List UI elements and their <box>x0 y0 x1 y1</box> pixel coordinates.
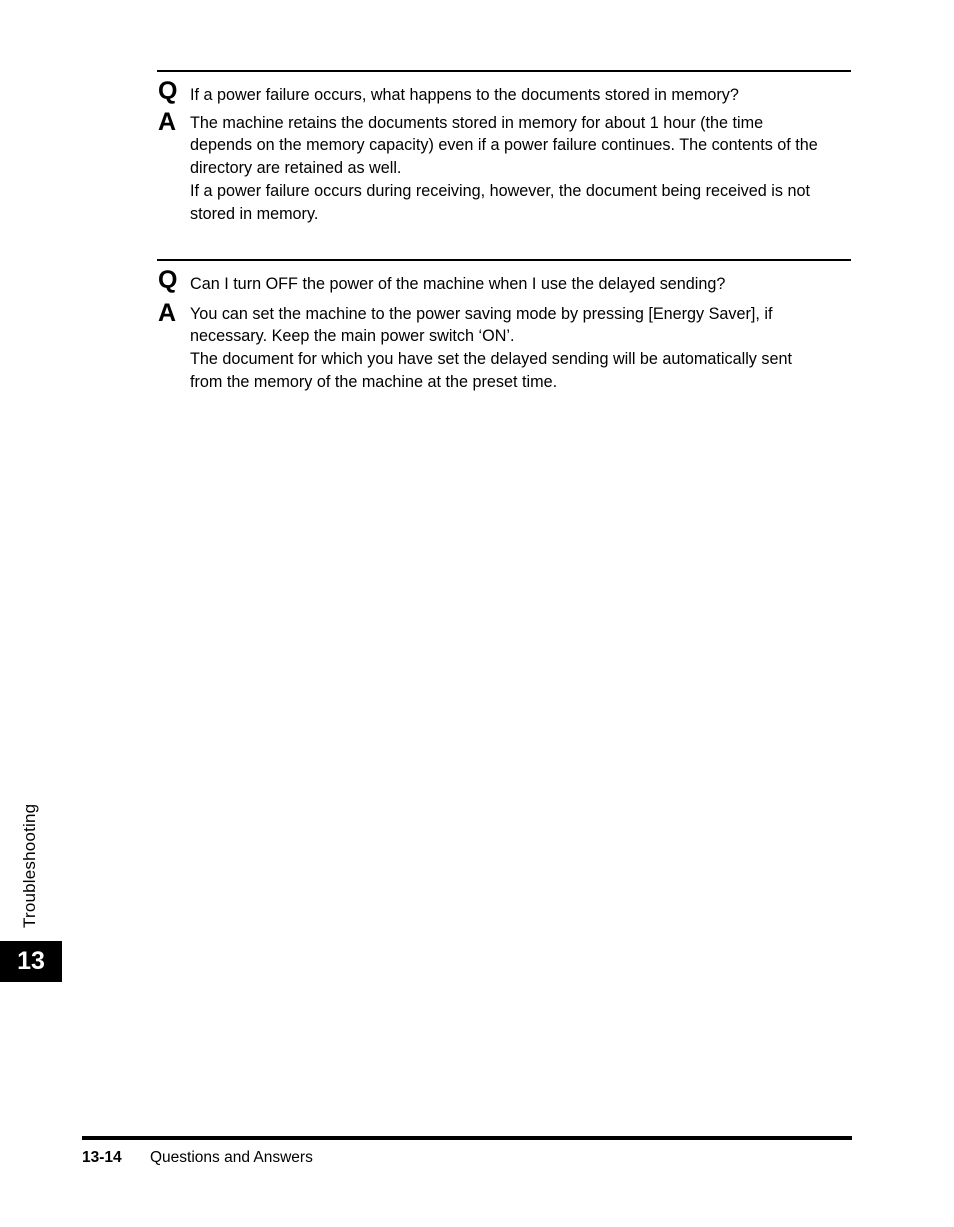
question-text: If a power failure occurs, what happens to the documents stored in memory? <box>190 86 739 104</box>
question-text: Can I turn OFF the power of the machine when I use the delayed sending? <box>190 275 726 293</box>
answer-marker: A <box>158 298 177 327</box>
question-marker: Q <box>158 266 178 294</box>
footer-section-title: Questions and Answers <box>150 1149 313 1166</box>
qa-item-1 <box>157 70 851 225</box>
answer-row <box>157 298 851 394</box>
answer-row <box>157 107 851 226</box>
answer-line: If a power failure occurs during receiving, however, the document being received is not <box>190 181 810 200</box>
footer-page-number: 13-14 <box>82 1149 122 1166</box>
chapter-tab-label: Troubleshooting <box>20 803 39 928</box>
question-row <box>157 268 851 296</box>
question-marker: Q <box>158 77 178 105</box>
answer-line: directory are retained as well. <box>190 159 402 178</box>
answer-line: The document for which you have set the delayed sending will be automatically sent <box>190 350 792 369</box>
answer-marker: A <box>158 107 177 136</box>
answer-line: You can set the machine to the power saving mode by pressing [Energy Saver], if <box>190 304 773 323</box>
answer-line: The machine retains the documents stored in memory for about 1 hour (the time <box>190 113 764 132</box>
answer-line: depends on the memory capacity) even if a power failure continues. The contents of the <box>190 136 818 155</box>
footer-rule <box>82 1136 852 1140</box>
question-row <box>157 79 851 107</box>
qa-item-2 <box>157 259 851 394</box>
chapter-number-tab: 13 <box>0 941 62 982</box>
answer-line: necessary. Keep the main power switch ‘ON’. <box>190 327 515 346</box>
answer-line: from the memory of the machine at the preset time. <box>190 372 558 391</box>
answer-line: stored in memory. <box>190 204 319 223</box>
